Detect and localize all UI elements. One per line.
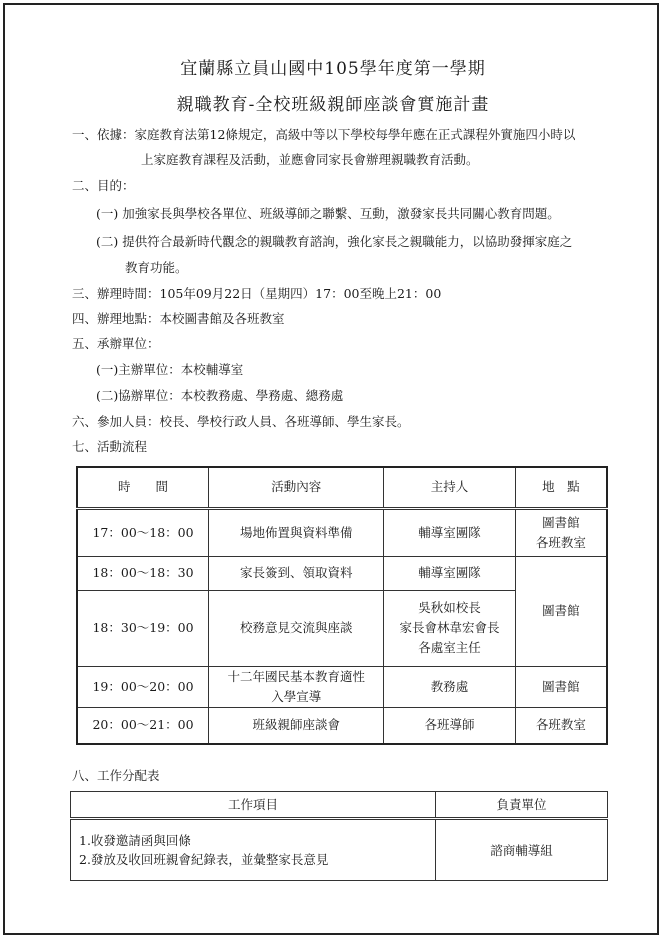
flow-heading: 七、活動流程 (72, 439, 148, 454)
document-subtitle: 親職教育-全校班級親師座談會實施計畫 (176, 95, 490, 115)
work-heading: 八、工作分配表 (72, 768, 160, 783)
row-host (384, 590, 515, 666)
row-time: 20：00～21：00 (77, 707, 209, 744)
row-host: 輔導室團隊 (384, 556, 515, 590)
purpose-heading: 二、目的： (72, 178, 135, 193)
row-activity: 班級親師座談會 (209, 707, 384, 744)
event-time: 三、辦理時間：105年09月22日（星期四）17：00至晚上21：00 (72, 286, 442, 301)
row-place-merged: 圖書館 (515, 556, 607, 666)
participants: 六、參加人員：校長、學校行政人員、各班導師、學生家長。 (72, 414, 410, 429)
organizer-heading: 五、承辦單位： (72, 336, 160, 351)
work-header-item: 工作項目 (71, 792, 436, 819)
row-activity-line-1: 十二年國民基本教育適性 (227, 668, 365, 684)
row-place-line-1: 圖書館 (542, 514, 580, 530)
schedule-table (76, 466, 608, 745)
header-time: 時 間 (77, 467, 209, 508)
header-place: 地 點 (515, 467, 607, 508)
row-place-line-2: 各班教室 (535, 534, 586, 550)
table-row (71, 819, 608, 881)
work-header-row (71, 792, 608, 819)
purpose-item-2b: 教育功能。 (125, 260, 188, 275)
row-host-line-1: 吳秋如校長 (418, 600, 481, 615)
purpose-item-2a: (二) 提供符合最新時代觀念的親職教育諮詢，強化家長之親職能力，以協助發揮家庭之 (96, 234, 573, 249)
event-place: 四、辦理地點：本校圖書館及各班教室 (72, 311, 285, 326)
row-host-line-3: 各處室主任 (418, 640, 481, 655)
work-table (70, 791, 608, 881)
row-time: 17：00～18：00 (77, 508, 209, 556)
work-items (71, 819, 436, 881)
organizer-main: (一)主辦單位：本校輔導室 (96, 362, 244, 377)
table-row (77, 666, 607, 707)
table-row (77, 556, 607, 590)
organizer-co: (二)協辦單位：本校教務處、學務處、總務處 (96, 388, 344, 403)
row-host: 各班導師 (384, 707, 515, 744)
row-activity: 場地佈置與資料準備 (209, 508, 384, 556)
row-place: 圖書館 (515, 666, 607, 707)
row-time: 19：00～20：00 (77, 666, 209, 707)
row-time: 18：00～18：30 (77, 556, 209, 590)
header-activity: 活動內容 (209, 467, 384, 508)
row-activity (209, 666, 384, 707)
row-activity: 家長簽到、領取資料 (209, 556, 384, 590)
header-host: 主持人 (384, 467, 515, 508)
row-host-line-2: 家長會林韋宏會長 (399, 620, 500, 635)
purpose-item-1: (一) 加強家長與學校各單位、班級導師之聯繫、互動，激發家長共同關心教育問題。 (96, 206, 560, 221)
row-activity-line-2: 入學宣導 (271, 688, 322, 704)
table-row (77, 707, 607, 744)
work-item-2: 2.發放及收回班親會紀錄表，並彙整家長意見 (79, 852, 329, 867)
table-row (77, 508, 607, 556)
document-title: 宜蘭縣立員山國中105學年度第一學期 (180, 59, 486, 79)
row-time: 18：30～19：00 (77, 590, 209, 666)
basis-line-1: 一、依據：家庭教育法第12條規定，高級中等以下學校每學年應在正式課程外實施四小時以 (72, 127, 576, 142)
row-place: 各班教室 (515, 707, 607, 744)
schedule-header-row (77, 467, 607, 508)
row-place (515, 508, 607, 556)
work-item-1: 1.收發邀請函與回條 (79, 833, 191, 848)
row-activity: 校務意見交流與座談 (209, 590, 384, 666)
work-header-unit: 負責單位 (436, 792, 608, 819)
row-host: 教務處 (384, 666, 515, 707)
basis-line-2: 上家庭教育課程及活動，並應會同家長會辦理親職教育活動。 (141, 152, 479, 167)
row-host: 輔導室團隊 (384, 508, 515, 556)
work-unit: 諮商輔導組 (436, 819, 608, 881)
